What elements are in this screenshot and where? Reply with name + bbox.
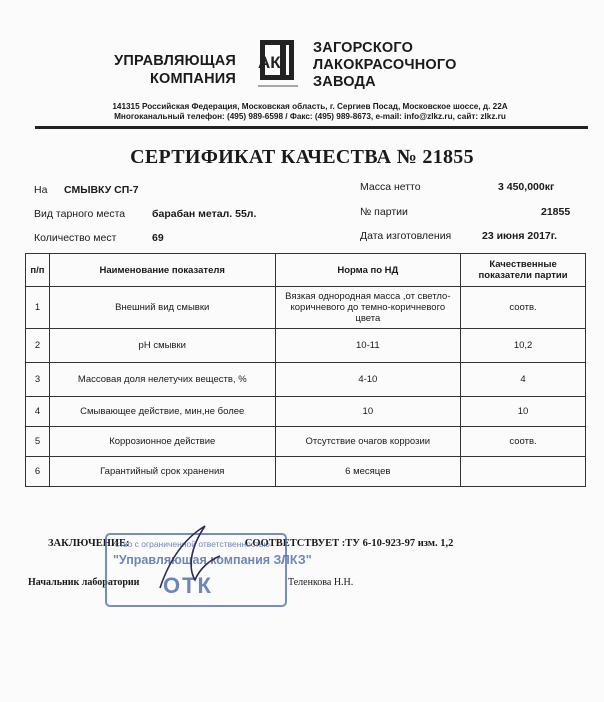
places-label: Количество мест — [34, 232, 117, 244]
company-phone-email: Многоканальный телефон: (495) 989-6598 / Факс: (495) 989-8673, e-mail: info@zlkz.ru, сайт: zlkz.ru — [114, 112, 506, 121]
batch-label: № партии — [360, 206, 408, 218]
conclusion-label: ЗАКЛЮЧЕНИЕ: — [48, 538, 130, 549]
company-name-line2: КОМПАНИЯ — [149, 71, 236, 87]
handwritten-signature — [150, 518, 230, 598]
stamp-line1: ство с ограниченной ответственностью — [115, 539, 270, 549]
signatory-position: Начальник лаборатории — [28, 577, 140, 588]
table-cell — [461, 457, 586, 487]
table-cell: Вязкая однородная масса ,от светло-коричневого до темно-коричневого цвета — [275, 287, 461, 329]
container-value: барабан метал. 55л. — [152, 208, 257, 220]
table-row — [26, 397, 586, 427]
company-name-line4: ЛАКОКРАСОЧНОГО — [313, 57, 457, 73]
stamp-line2: "Управляющая компания ЗЛКЗ" — [113, 553, 312, 567]
signatory-name: Теленкова Н.Н. — [288, 577, 354, 588]
stamp-line3: ОТК — [163, 573, 213, 598]
col-header-number: п/п — [26, 254, 50, 287]
company-logo — [250, 38, 304, 92]
mass-label: Масса нетто — [360, 181, 421, 193]
company-contacts — [60, 102, 560, 122]
table-cell: 6 — [26, 457, 50, 487]
table-cell: Массовая доля нелетучих веществ, % — [49, 363, 275, 397]
places-value: 69 — [152, 232, 164, 244]
product-value: СМЫВКУ СП-7 — [64, 184, 139, 196]
col-header-norm: Норма по НД — [275, 254, 461, 287]
table-cell: 10 — [275, 397, 461, 427]
table-row — [26, 287, 586, 329]
certificate-title: СЕРТИФИКАТ КАЧЕСТВА № 21855 — [130, 146, 474, 168]
table-cell: Коррозионное действие — [49, 427, 275, 457]
company-name-line1: УПРАВЛЯЮЩАЯ — [114, 53, 236, 69]
product-label: На — [34, 184, 48, 196]
table-row — [26, 457, 586, 487]
mass-value: 3 450,000кг — [498, 181, 555, 193]
date-label: Дата изготовления — [360, 230, 452, 242]
col-header-result: Качественные показатели партии — [461, 254, 586, 287]
container-label: Вид тарного места — [34, 208, 126, 220]
table-cell: 10-11 — [275, 329, 461, 363]
table-cell: 4 — [26, 397, 50, 427]
date-value: 23 июня 2017г. — [482, 230, 558, 242]
table-header-row — [26, 254, 586, 287]
table-cell: 1 — [26, 287, 50, 329]
company-name-line3: ЗАГОРСКОГО — [313, 40, 414, 56]
table-row — [26, 363, 586, 397]
table-cell: 2 — [26, 329, 50, 363]
table-cell: 4 — [461, 363, 586, 397]
table-cell: 10,2 — [461, 329, 586, 363]
table-row — [26, 329, 586, 363]
company-address: 141315 Российская Федерация, Московская область, г. Сергиев Посад, Московское шоссе, д. 22А — [112, 102, 508, 111]
table-cell: 4-10 — [275, 363, 461, 397]
table-cell: соотв. — [461, 427, 586, 457]
table-row — [26, 427, 586, 457]
table-cell: pH смывки — [49, 329, 275, 363]
company-name-right — [313, 40, 457, 91]
table-cell: 6 месяцев — [275, 457, 461, 487]
table-cell: 5 — [26, 427, 50, 457]
batch-value: 21855 — [541, 206, 571, 218]
table-cell: 10 — [461, 397, 586, 427]
table-cell: Гарантийный срок хранения — [49, 457, 275, 487]
table-cell: Отсутствие очагов коррозии — [275, 427, 461, 457]
company-name-left — [60, 52, 236, 88]
quality-table — [25, 253, 586, 487]
header-divider — [35, 126, 588, 129]
table-cell: Внешний вид смывки — [49, 287, 275, 329]
logo-text: АК — [258, 53, 281, 72]
table-cell: Смывающее действие, мин,не более — [49, 397, 275, 427]
col-header-indicator: Наименование показателя — [49, 254, 275, 287]
table-cell: 3 — [26, 363, 50, 397]
company-name-line5: ЗАВОДА — [313, 74, 376, 90]
table-cell: соотв. — [461, 287, 586, 329]
conclusion-text: СООТВЕТСТВУЕТ :ТУ 6-10-923-97 изм. 1,2 — [244, 538, 454, 549]
